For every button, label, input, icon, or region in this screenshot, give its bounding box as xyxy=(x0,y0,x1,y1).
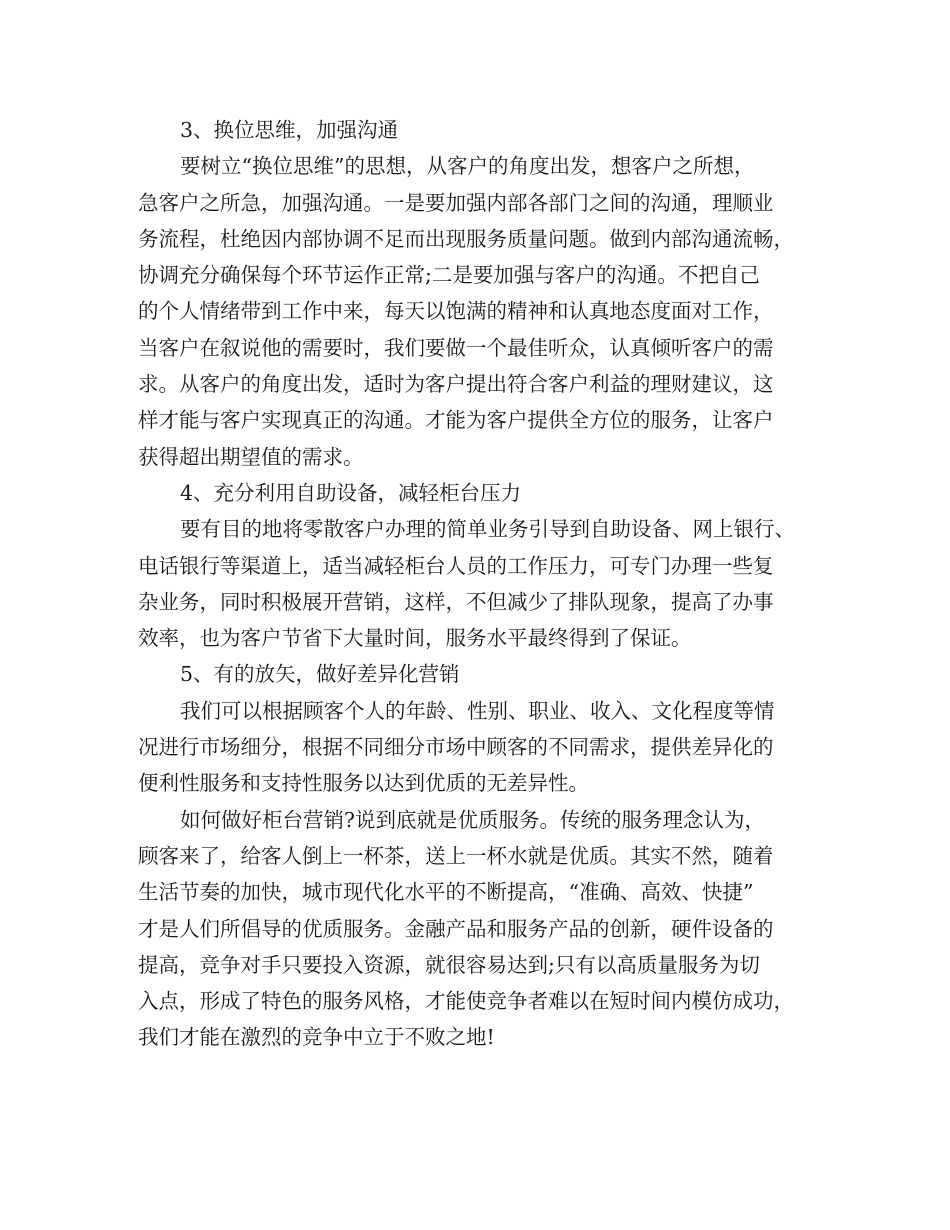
text-line: 电话银行等渠道上，适当减轻柜台人员的工作压力，可专门办理一些复 xyxy=(138,553,774,578)
text-line: 获得超出期望值的需求。 xyxy=(138,444,364,469)
text-line: 我们可以根据顾客个人的年龄、性别、职业、收入、文化程度等情 xyxy=(180,698,775,723)
text-line: 5、有的放矢，做好差异化营销 xyxy=(180,662,460,687)
text-line: 4、充分利用自助设备，减轻柜台压力 xyxy=(180,480,522,505)
text-line: 要有目的地将零散客户办理的简单业务引导到自助设备、网上银行、 xyxy=(180,517,795,542)
text-line: 便利性服务和支持性服务以达到优质的无差异性。 xyxy=(138,771,589,796)
text-line: 要树立“换位思维”的思想，从客户的角度出发，想客户之所想， xyxy=(180,154,755,179)
text-line: 顾客来了，给客人倒上一杯茶，送上一杯水就是优质。其实不然，随着 xyxy=(138,843,774,868)
text-line: 3、换位思维，加强沟通 xyxy=(180,118,399,142)
text-line: 杂业务，同时积极展开营销，这样，不但减少了排队现象，提高了办事 xyxy=(138,589,774,614)
text-line: 的个人情绪带到工作中来，每天以饱满的精神和认真地态度面对工作， xyxy=(138,299,774,324)
text-line: 当客户在叙说他的需要时，我们要做一个最佳听众，认真倾听客户的需 xyxy=(138,335,774,360)
text-line: 生活节奏的加快，城市现代化水平的不断提高，“准确、高效、快捷” xyxy=(138,880,754,905)
text-line: 求。从客户的角度出发，适时为客户提出符合客户利益的理财建议，这 xyxy=(138,372,774,397)
text-line: 提高，竞争对手只要投入资源，就很容易达到;只有以高质量服务为切 xyxy=(138,952,760,977)
text-line: 入点，形成了特色的服务风格，才能使竞争者难以在短时间内模仿成功， xyxy=(138,989,794,1014)
text-line: 况进行市场细分，根据不同细分市场中顾客的不同需求，提供差异化的 xyxy=(138,735,774,760)
text-line: 协调充分确保每个环节运作正常;二是要加强与客户的沟通。不把自己 xyxy=(138,263,760,288)
document-body xyxy=(138,112,818,1056)
text-line: 如何做好柜台营销?说到底就是优质服务。传统的服务理念认为， xyxy=(180,807,765,832)
text-line: 才是人们所倡导的优质服务。金融产品和服务产品的创新，硬件设备的 xyxy=(138,916,774,941)
text-line: 务流程，杜绝因内部协调不足而出现服务质量问题。做到内部沟通流畅， xyxy=(138,226,794,251)
text-line: 样才能与客户实现真正的沟通。才能为客户提供全方位的服务，让客户 xyxy=(138,408,774,433)
text-line: 我们才能在激烈的竞争中立于不败之地! xyxy=(138,1025,495,1050)
text-line: 急客户之所急，加强沟通。一是要加强内部各部门之间的沟通，理顺业 xyxy=(138,190,774,215)
text-line: 效率，也为客户节省下大量时间，服务水平最终得到了保证。 xyxy=(138,626,692,651)
